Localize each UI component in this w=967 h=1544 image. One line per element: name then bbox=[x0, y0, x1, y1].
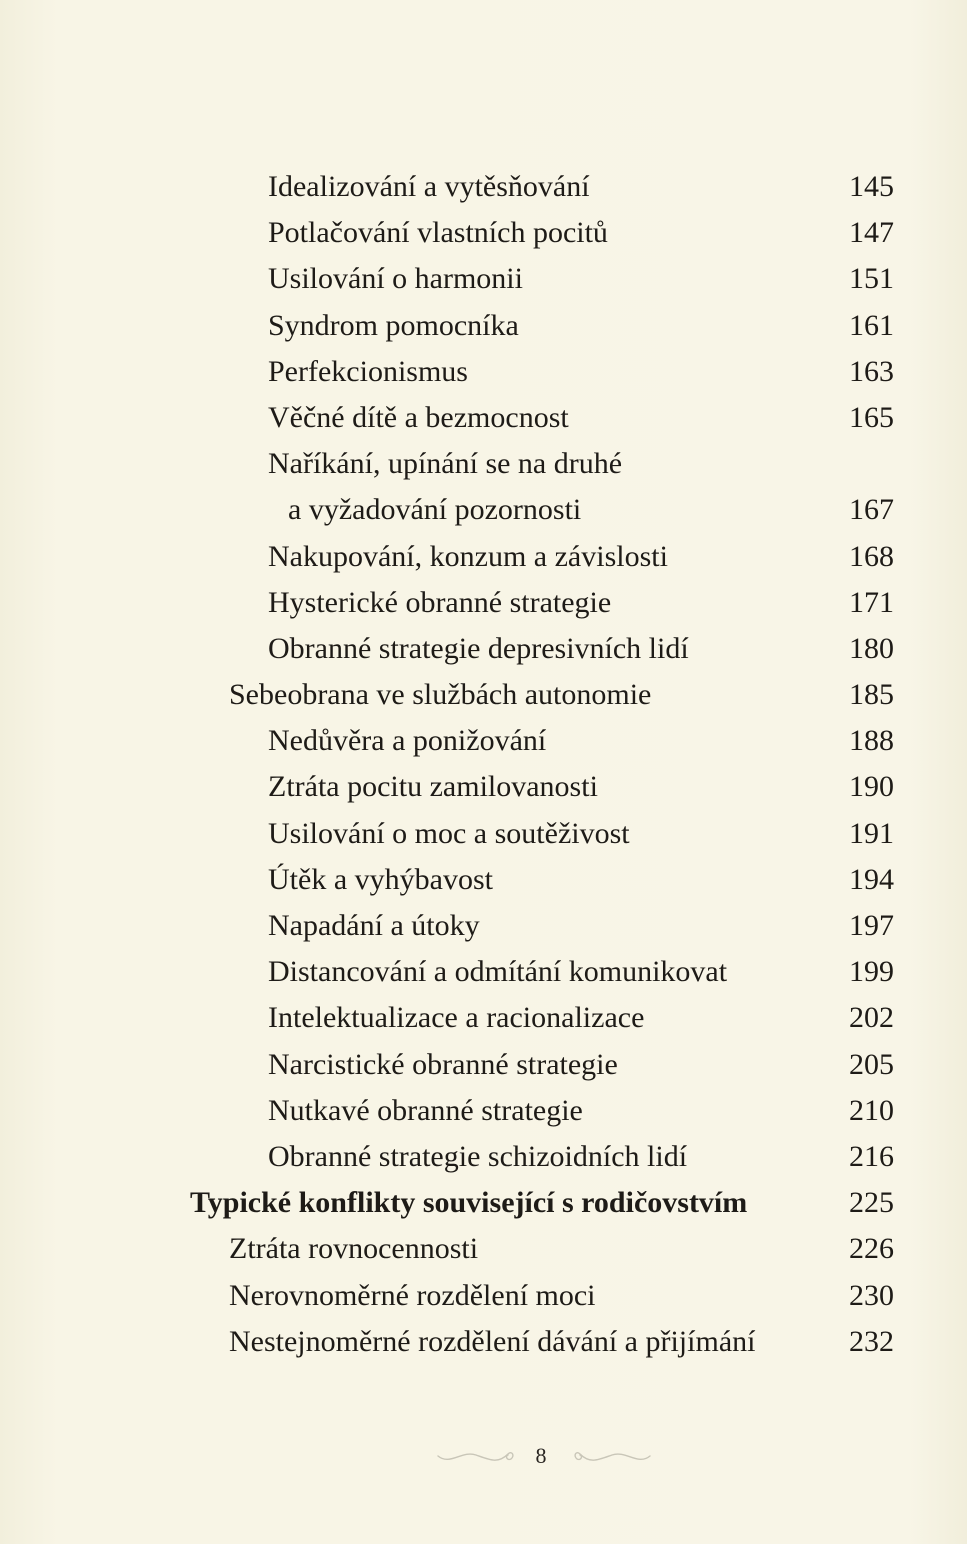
toc-entry-page: 197 bbox=[849, 909, 894, 942]
toc-entry-page: 180 bbox=[849, 631, 894, 665]
page-footer bbox=[0, 1438, 967, 1474]
left-flourish-ornament bbox=[436, 1446, 516, 1468]
toc-entry-title: Nedůvěra a ponižování bbox=[268, 724, 547, 758]
toc-section bbox=[0, 672, 967, 718]
toc-entry-page: 190 bbox=[849, 770, 894, 804]
toc-entry bbox=[0, 303, 967, 349]
toc-chapter-title: Typické konflikty související s rodičovstvím bbox=[190, 1186, 748, 1220]
toc-entry-title: Ztráta pocitu zamilovanosti bbox=[268, 770, 598, 804]
right-flourish-ornament bbox=[572, 1446, 652, 1468]
toc-entry-page: 163 bbox=[849, 354, 894, 388]
right-flourish-path bbox=[575, 1453, 650, 1461]
toc-entry-title: Usilování o moc a soutěživost bbox=[268, 816, 630, 850]
toc-entry bbox=[0, 857, 967, 903]
toc-entry bbox=[0, 210, 967, 256]
toc-entry-page: 145 bbox=[849, 170, 894, 203]
toc-entry-page: 165 bbox=[849, 400, 894, 434]
toc-entry-title: Usilování o harmonii bbox=[268, 262, 523, 296]
toc-entry-title: Naříkání, upínání se na druhé bbox=[268, 447, 623, 481]
toc-entry bbox=[0, 441, 967, 487]
toc-entry-page: 161 bbox=[849, 308, 894, 342]
toc-chapter bbox=[0, 1180, 967, 1226]
toc-entry bbox=[0, 349, 967, 395]
toc-entry bbox=[0, 718, 967, 764]
toc-entry-page: 171 bbox=[849, 585, 894, 619]
toc-section-title: Nerovnoměrné rozdělení moci bbox=[229, 1278, 596, 1312]
toc-entry-title: Potlačování vlastních pocitů bbox=[268, 216, 608, 250]
toc-entry-page: 205 bbox=[849, 1047, 894, 1081]
toc-entry-page: 151 bbox=[849, 262, 894, 296]
toc-section-title: Ztráta rovnocennosti bbox=[229, 1232, 479, 1266]
toc-entry-page: 210 bbox=[849, 1093, 894, 1127]
toc-section bbox=[0, 1273, 967, 1319]
toc-entry bbox=[0, 1088, 967, 1134]
toc-entry-title: Distancování a odmítání komunikovat bbox=[268, 955, 728, 989]
toc-section-page: 226 bbox=[849, 1232, 894, 1266]
toc-section-page: 230 bbox=[849, 1278, 894, 1312]
toc-entry-page: 188 bbox=[849, 724, 894, 758]
left-flourish-path bbox=[438, 1453, 513, 1461]
toc-entry bbox=[0, 764, 967, 810]
toc-entry-title: Idealizování a vytěsňování bbox=[268, 170, 590, 203]
toc-entry-page: 167 bbox=[849, 493, 894, 527]
toc-section-title: Nestejnoměrné rozdělení dávání a přijímání bbox=[229, 1324, 756, 1358]
toc-entry-page: 216 bbox=[849, 1139, 894, 1173]
toc-entry-title: Narcistické obranné strategie bbox=[268, 1047, 618, 1081]
toc-entry-title: Nutkavé obranné strategie bbox=[268, 1093, 583, 1127]
toc-section-page: 185 bbox=[849, 678, 894, 712]
toc-entry-title: Syndrom pomocníka bbox=[268, 308, 519, 342]
toc-entry bbox=[0, 1134, 967, 1180]
toc-section bbox=[0, 1226, 967, 1272]
toc-entry-page: 191 bbox=[849, 816, 894, 850]
toc-entry-title: Věčné dítě a bezmocnost bbox=[268, 400, 569, 434]
toc-entry bbox=[0, 1042, 967, 1088]
toc-entry bbox=[0, 256, 967, 302]
toc-entry-title: Perfekcionismus bbox=[268, 354, 468, 388]
toc-entry-page: 168 bbox=[849, 539, 894, 573]
toc-entry-title: Nakupování, konzum a závislosti bbox=[268, 539, 668, 573]
toc-entry-page: 202 bbox=[849, 1001, 894, 1035]
toc-entry-title: a vyžadování pozornosti bbox=[288, 493, 582, 527]
toc-entry-page: 194 bbox=[849, 862, 894, 896]
toc-section-page: 232 bbox=[849, 1324, 894, 1358]
toc-entry bbox=[0, 949, 967, 995]
toc-entry-page: 199 bbox=[849, 955, 894, 989]
toc-entry bbox=[0, 995, 967, 1041]
toc-entry-title: Obranné strategie schizoidních lidí bbox=[268, 1139, 688, 1173]
toc-entry bbox=[0, 580, 967, 626]
table-of-contents bbox=[0, 164, 967, 1365]
toc-entry-title: Napadání a útoky bbox=[268, 909, 480, 942]
toc-entry-title: Obranné strategie depresivních lidí bbox=[268, 631, 689, 665]
toc-entry bbox=[0, 811, 967, 857]
toc-entry bbox=[0, 164, 967, 210]
toc-entry bbox=[0, 395, 967, 441]
toc-entry bbox=[0, 626, 967, 672]
toc-entry bbox=[0, 903, 967, 949]
toc-chapter-page: 225 bbox=[849, 1186, 894, 1220]
page-number: 8 bbox=[535, 1443, 547, 1468]
toc-section-title: Sebeobrana ve službách autonomie bbox=[229, 678, 652, 712]
toc-entry-page: 147 bbox=[849, 216, 894, 250]
toc-section bbox=[0, 1319, 967, 1365]
toc-entry bbox=[0, 534, 967, 580]
toc-entry-title: Útěk a vyhýbavost bbox=[268, 862, 493, 896]
toc-entry-continuation bbox=[0, 487, 967, 533]
toc-entry-title: Intelektualizace a racionalizace bbox=[268, 1001, 645, 1035]
toc-entry-title: Hysterické obranné strategie bbox=[268, 585, 612, 619]
